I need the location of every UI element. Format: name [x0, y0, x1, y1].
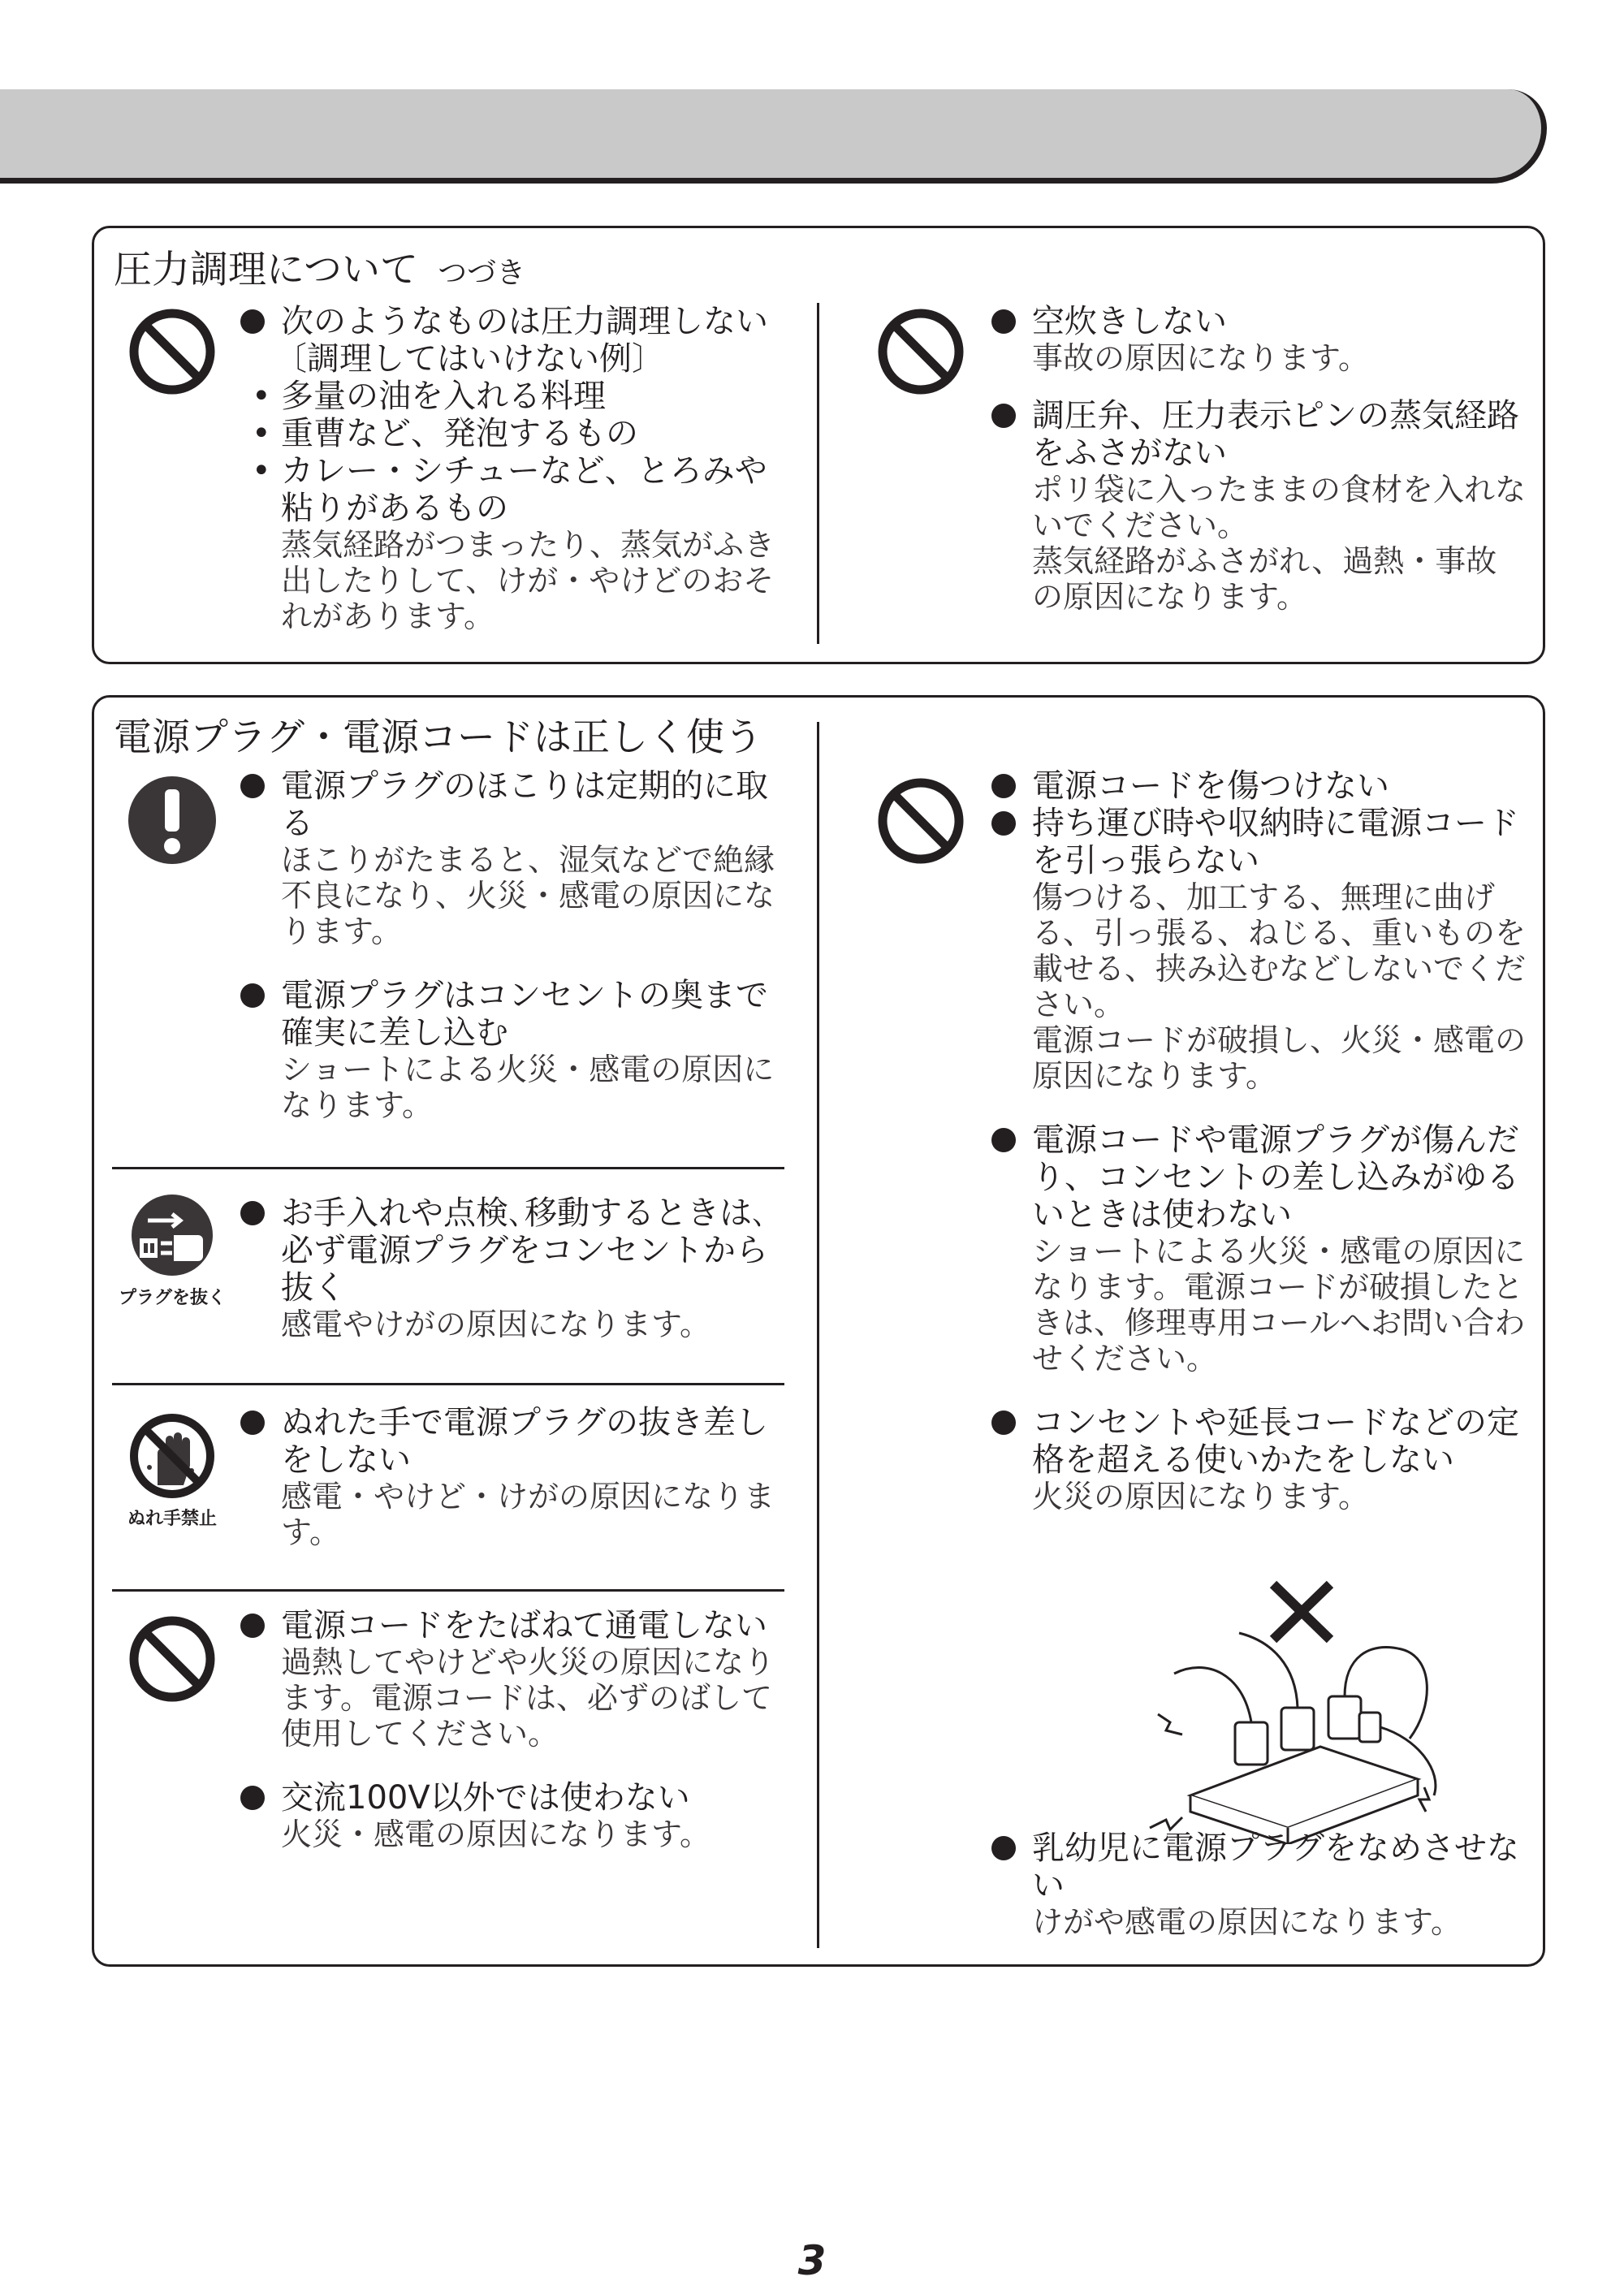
list-item [991, 397, 1527, 615]
item-body: 感電やけがの原因になります。 [281, 1307, 710, 1342]
bullet-icon [240, 983, 265, 1008]
item-body: 感電・やけど・けがの原因になります。 [281, 1479, 775, 1550]
item-body: ポリ袋に入ったままの食材を入れないでください。 蒸気経路がふさがれ、過熱・事故の原因になります。 [1032, 472, 1527, 615]
item-block-group1 [240, 767, 793, 1123]
list-item [991, 1121, 1527, 1376]
item-heading: 持ち運び時や収納時に電源コードを引っ張らない [1032, 805, 1519, 879]
header-band [0, 89, 1547, 184]
bullet-icon [240, 1614, 265, 1638]
list-item [991, 1830, 1527, 1940]
item-block-group4 [240, 1607, 793, 1852]
item-heading: ぬれた手で電源プラグの抜き差しをしない [281, 1404, 768, 1479]
prohibition-icon [875, 775, 966, 866]
list-item [991, 303, 1527, 376]
no-wet-hands-icon-label: ぬれ手禁止 [127, 1509, 217, 1529]
unplug-icon [125, 1193, 219, 1277]
bullet-icon [991, 1411, 1016, 1435]
list-item [240, 1607, 793, 1752]
bullet-icon [991, 404, 1016, 428]
item-heading: 調圧弁、圧力表示ピンの蒸気経路をふさがない [1032, 397, 1519, 472]
example-item: • カレー・シチューなど、とろみや粘りがあるもの [240, 452, 793, 527]
list-item [240, 303, 793, 634]
item-body: ほこりがたまると、湿気などで絶縁不良になり、火災・感電の原因になります。 [281, 842, 775, 949]
item-subheading: 〔調理してはいけない例〕 [274, 340, 664, 378]
item-heading: 空炊きしない [1032, 303, 1227, 340]
list-item [991, 767, 1527, 805]
bullet-icon [991, 774, 1016, 798]
column-divider [817, 303, 819, 644]
item-heading: 交流100V以外では使わない [281, 1779, 690, 1817]
list-item [240, 767, 793, 949]
prohibition-icon [875, 306, 966, 397]
mandatory-exclamation-icon [127, 775, 218, 866]
left-item-block [240, 303, 793, 634]
item-heading: 電源コードをたばねて通電しない [281, 1607, 767, 1644]
no-wet-hands-icon [127, 1411, 218, 1501]
item-block-group2 [240, 1195, 793, 1342]
list-item [240, 977, 793, 1123]
item-heading: 乳幼児に電源プラグをなめさせない [1032, 1830, 1519, 1904]
item-body: ショートによる火災・感電の原因になります。電源コードが破損したときは、修理専用コールへお問い合わせください。 [1032, 1233, 1526, 1376]
prohibition-icon [127, 306, 218, 397]
item-body: 事故の原因になります。 [1032, 340, 1369, 376]
list-item [991, 1404, 1527, 1514]
item-heading: 次のようなものは圧力調理しない [281, 303, 768, 340]
item-heading: 電源プラグはコンセントの奥まで確実に差し込む [281, 977, 768, 1052]
bullet-icon [991, 309, 1016, 334]
item-body: 火災・感電の原因になります。 [281, 1817, 710, 1852]
bullet-icon [991, 1836, 1016, 1860]
bullet-icon [240, 774, 265, 798]
column-divider [817, 722, 819, 1948]
item-body: 蒸気経路がつまったり、蒸気がふき出したりして、けが・やけどのおそれがあります。 [281, 527, 775, 634]
list-item [240, 1779, 793, 1852]
right-item-block [991, 767, 1527, 1514]
item-body: 傷つける、加工する、無理に曲げる、引っ張る、ねじる、重いものを載せる、挟み込むなどしないでください。 電源コードが破損し、火災・感電の原因になります。 [1032, 879, 1527, 1094]
bullet-icon [991, 1128, 1016, 1152]
item-body: ショートによる火災・感電の原因になります。 [281, 1052, 775, 1123]
last-item-block [991, 1830, 1527, 1940]
item-body: 過熱してやけどや火災の原因になります。電源コードは、必ずのばして使用してください。 [281, 1644, 775, 1752]
list-item [240, 1404, 793, 1550]
item-heading: 電源プラグのほこりは定期的に取る [281, 767, 768, 842]
unplug-icon-label: プラグを抜く [118, 1288, 226, 1308]
section-title-text: 圧力調理について [114, 248, 419, 292]
item-block-group3 [240, 1404, 793, 1550]
list-item [240, 1195, 793, 1342]
example-item: • 重曹など、発泡するもの [240, 415, 793, 452]
item-body: 火災の原因になります。 [1032, 1479, 1369, 1514]
item-heading: コンセントや延長コードなどの定格を超える使いかたをしない [1032, 1404, 1519, 1479]
prohibition-icon [127, 1614, 218, 1704]
bullet-icon [240, 1786, 265, 1810]
bullet-icon [240, 1201, 265, 1225]
row-divider [112, 1167, 784, 1169]
section-pressure-cooking [92, 226, 1545, 664]
bullet-icon [240, 1411, 265, 1435]
item-heading: 電源コードや電源プラグが傷んだり、コンセントの差し込みがゆるいときは使わない [1032, 1121, 1519, 1233]
section-title [114, 248, 525, 296]
section-title: 電源プラグ・電源コードは正しく使う [114, 715, 762, 760]
list-item [991, 805, 1527, 1094]
right-item-block [991, 303, 1527, 615]
bullet-icon [240, 309, 265, 334]
example-item: • 多量の油を入れる料理 [240, 378, 793, 415]
section-title-suffix: つづき [438, 257, 526, 290]
row-divider [112, 1383, 784, 1385]
overloaded-power-strip-illustration [1101, 1576, 1475, 1844]
section-power-plug [92, 695, 1545, 1967]
item-heading: お手入れや点検､移動するときは､必ず電源プラグをコンセントから抜く [281, 1195, 768, 1307]
row-divider [112, 1589, 784, 1592]
item-heading: 電源コードを傷つけない [1032, 767, 1389, 805]
page-number: 3 [797, 2237, 827, 2284]
item-body: けがや感電の原因になります。 [1032, 1904, 1462, 1940]
bullet-icon [991, 811, 1016, 836]
